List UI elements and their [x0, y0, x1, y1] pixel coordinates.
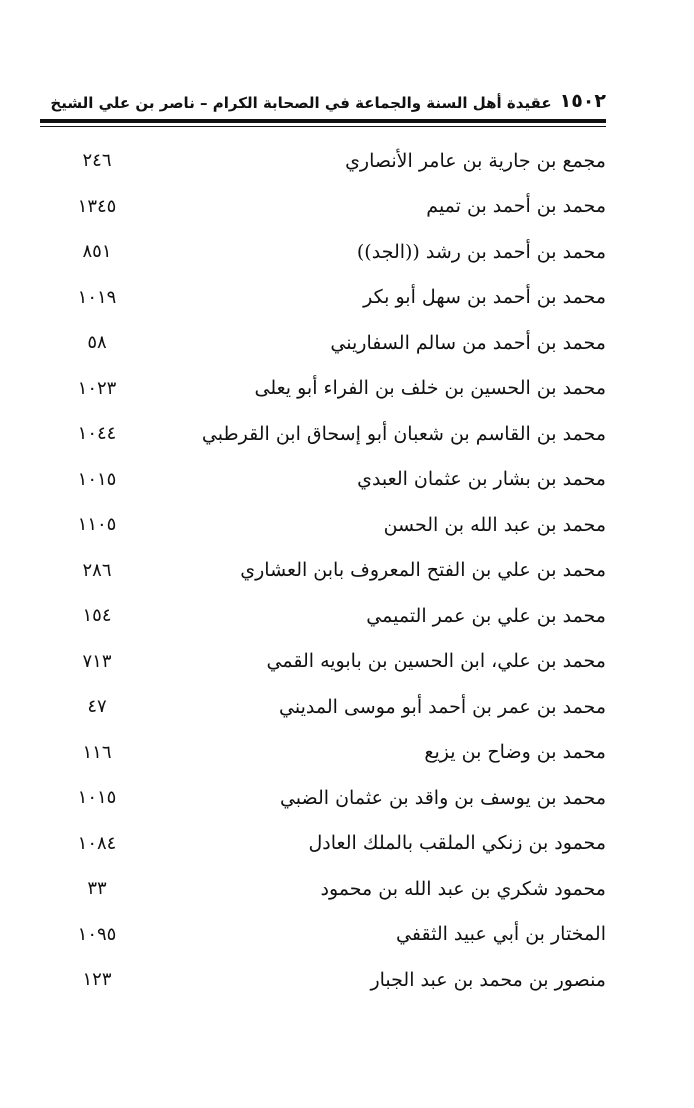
entry-name: محمد بن وضاح بن يزيع — [424, 741, 606, 764]
index-entry — [60, 411, 606, 457]
book-title: عقيدة أهل السنة والجماعة في الصحابة الكرام – ناصر بن علي الشيخ — [50, 94, 552, 112]
entry-name: مجمع بن جارية بن عامر الأنصاري — [345, 149, 606, 172]
index-entry — [60, 821, 606, 867]
entry-name: محمد بن أحمد بن تميم — [426, 195, 606, 218]
entry-page: ١١٠٥ — [77, 514, 117, 536]
index-entry — [60, 457, 606, 503]
entry-name: محمد بن أحمد من سالم السفاريني — [330, 331, 606, 354]
index-list — [60, 138, 606, 1003]
entry-name: محمد بن عبد الله بن الحسن — [383, 513, 606, 536]
index-entry — [60, 593, 606, 639]
index-entry — [60, 957, 606, 1003]
entry-page: ١٠٨٤ — [77, 832, 117, 854]
entry-name: محمد بن علي بن الفتح المعروف بابن العشاري — [240, 559, 606, 582]
entry-name: محمد بن الحسين بن خلف بن الفراء أبو يعلى — [254, 377, 606, 400]
entry-name: محمود بن زنكي الملقب بالملك العادل — [308, 832, 606, 855]
entry-name: منصور بن محمد بن عبد الجبار — [370, 968, 606, 991]
entry-name: محمد بن علي بن عمر التميمي — [366, 604, 606, 627]
entry-name: محمد بن عمر بن أحمد أبو موسى المديني — [279, 695, 606, 718]
entry-page: ٢٨٦ — [82, 559, 112, 581]
index-entry — [60, 502, 606, 548]
entry-name: محمد بن يوسف بن واقد بن عثمان الضبي — [279, 786, 606, 809]
entry-name: محمد بن بشار بن عثمان العبدي — [357, 468, 606, 491]
index-entry — [60, 275, 606, 321]
index-entry — [60, 366, 606, 412]
index-entry — [60, 639, 606, 685]
entry-name: محمد بن أحمد بن سهل أبو بكر — [363, 286, 606, 309]
index-entry — [60, 866, 606, 912]
index-entry — [60, 912, 606, 958]
entry-name: محمود شكري بن عبد الله بن محمود — [320, 877, 606, 900]
index-entry — [60, 548, 606, 594]
entry-page: ٤٧ — [87, 696, 107, 718]
entry-page: ٢٤٦ — [82, 150, 112, 172]
entry-page: ١٠٩٥ — [77, 923, 117, 945]
index-entry — [60, 730, 606, 776]
index-entry — [60, 775, 606, 821]
entry-page: ٥٨ — [87, 332, 107, 354]
entry-name: محمد بن علي، ابن الحسين بن بابويه القمي — [266, 650, 606, 673]
entry-name: المختار بن أبي عبيد الثقفي — [396, 923, 606, 946]
entry-name: محمد بن أحمد بن رشد ((الجد)) — [356, 240, 606, 263]
entry-page: ٨٥١ — [82, 241, 112, 263]
index-entry — [60, 320, 606, 366]
index-entry — [60, 684, 606, 730]
entry-page: ٣٣ — [87, 878, 107, 900]
page-number: ١٥٠٢ — [559, 90, 606, 112]
entry-page: ١٥٤ — [82, 605, 112, 627]
running-header — [40, 78, 606, 112]
index-entry — [60, 229, 606, 275]
entry-page: ١٠١٥ — [77, 787, 117, 809]
entry-page: ١٣٤٥ — [77, 195, 117, 217]
entry-page: ١٢٣ — [82, 969, 112, 991]
entry-name: محمد بن القاسم بن شعبان أبو إسحاق ابن القرطبي — [201, 422, 606, 445]
header-rule-thin — [40, 126, 606, 127]
header-rule-thick — [40, 119, 606, 123]
index-entry — [60, 184, 606, 230]
entry-page: ١٠٢٣ — [77, 377, 117, 399]
entry-page: ١١٦ — [82, 741, 112, 763]
index-entry — [60, 138, 606, 184]
entry-page: ١٠٤٤ — [77, 423, 117, 445]
entry-page: ٧١٣ — [82, 650, 112, 672]
entry-page: ١٠١٩ — [77, 286, 117, 308]
entry-page: ١٠١٥ — [77, 468, 117, 490]
